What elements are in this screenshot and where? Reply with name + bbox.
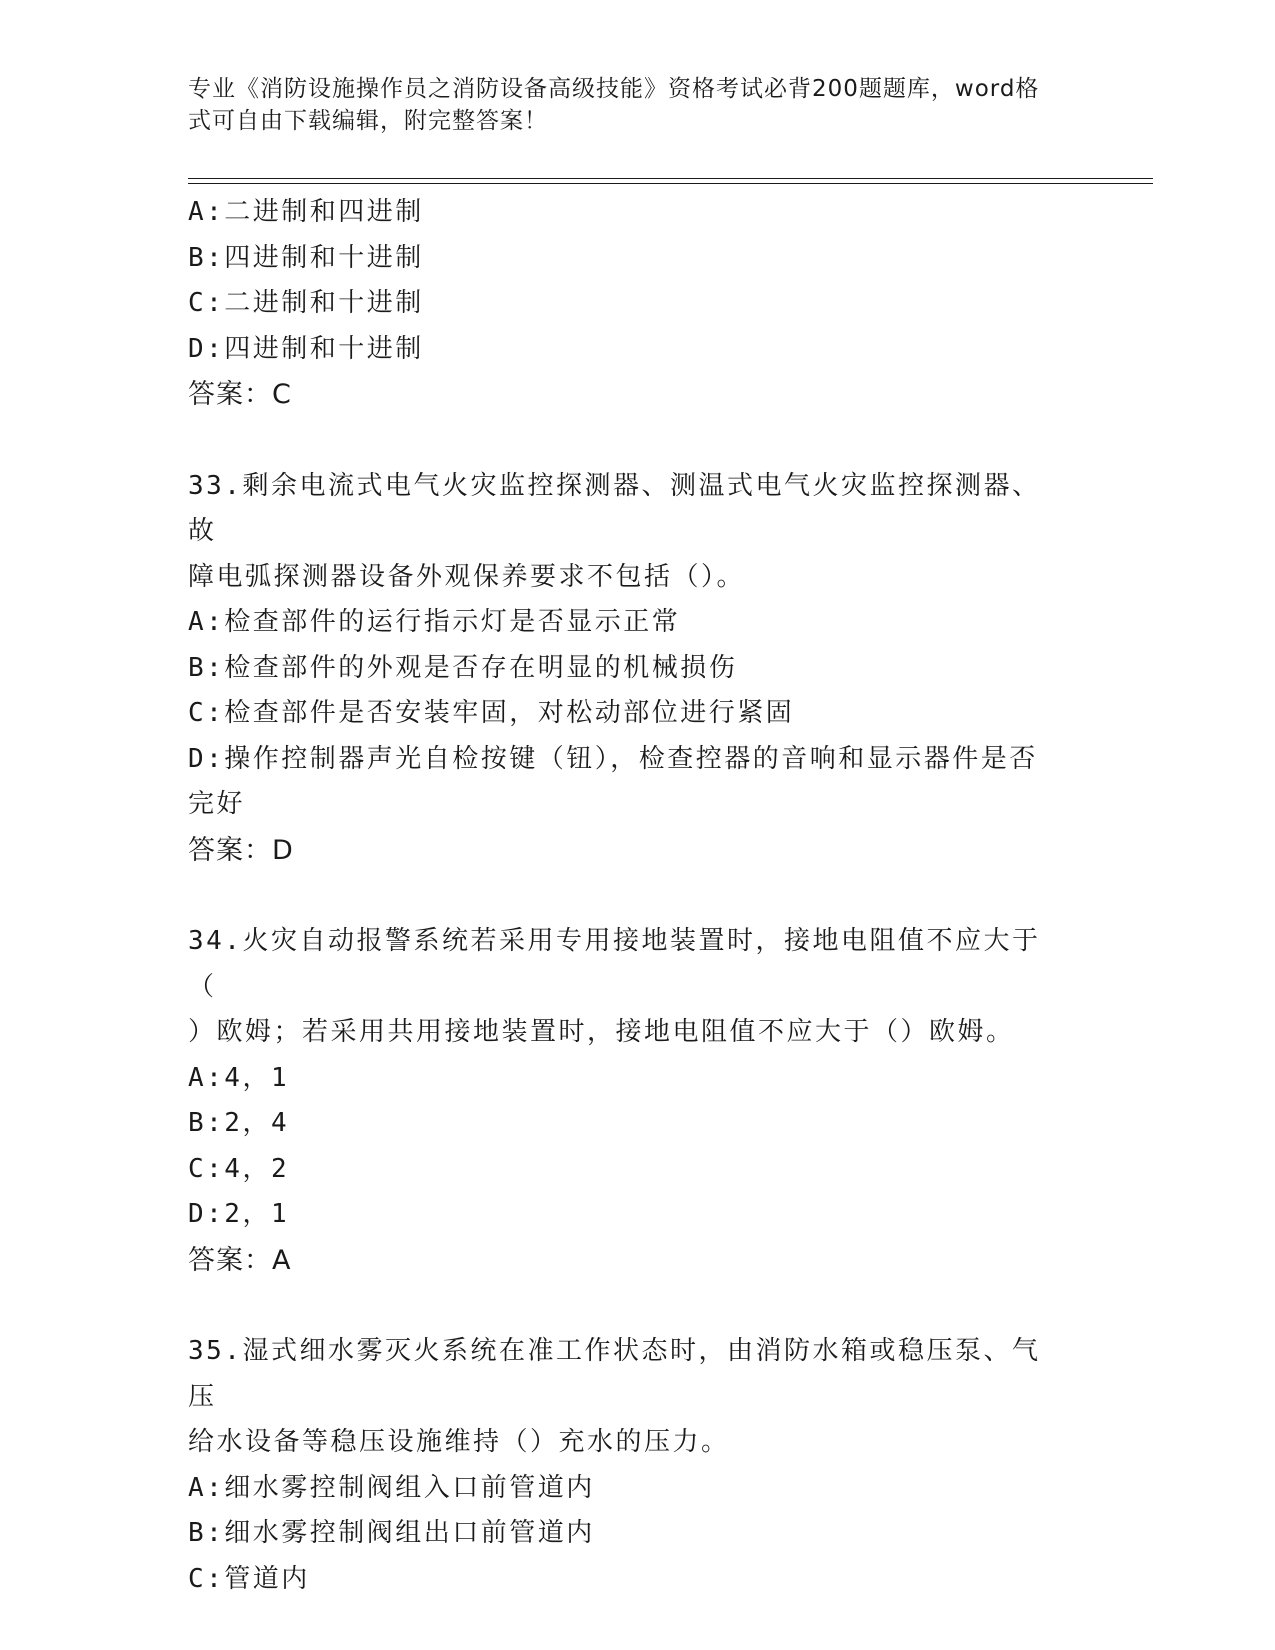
option-c: C:检查部件是否安装牢固，对松动部位进行紧固 <box>188 698 795 728</box>
option-d: D:2，1 <box>188 1199 290 1229</box>
option-a: A:4，1 <box>188 1062 290 1093</box>
option-b: B:检查部件的外观是否存在明显的机械损伤 <box>188 652 738 683</box>
question-stem-line-1: 35.湿式细水雾灭火系统在准工作状态时，由消防水箱或稳压泵、气压 <box>188 1336 1041 1412</box>
option-a: A:细水雾控制阀组入口前管道内 <box>188 1472 595 1503</box>
question-list <box>188 190 1068 1602</box>
option-b: B:2，4 <box>188 1108 290 1138</box>
question-stem-line-2: 障电弧探测器设备外观保养要求不包括（）。 <box>188 561 746 592</box>
header-divider-top <box>188 178 1153 179</box>
question-34 <box>188 919 1068 1283</box>
question-stem-line-1: 33.剩余电流式电气火灾监控探测器、测温式电气火灾监控探测器、故 <box>188 470 1041 546</box>
header-divider-bottom <box>188 183 1153 184</box>
question-33 <box>188 464 1068 874</box>
option-b: B:四进制和十进制 <box>188 242 424 273</box>
header-line-2: 式可自由下载编辑，附完整答案！ <box>188 108 548 134</box>
header-line-1: 专业《消防设施操作员之消防设备高级技能》资格考试必背200题题库，word格 <box>188 76 1040 102</box>
option-c: C:二进制和十进制 <box>188 288 424 318</box>
option-d: D:四进制和十进制 <box>188 333 424 364</box>
option-a: A:二进制和四进制 <box>188 197 424 227</box>
option-d-line-2: 完好 <box>188 789 246 819</box>
option-a: A:检查部件的运行指示灯是否显示正常 <box>188 607 681 637</box>
question-stem-line-2: 给水设备等稳压设施维持（）充水的压力。 <box>188 1427 730 1457</box>
answer-line: 答案：A <box>188 1244 292 1276</box>
answer-line: 答案：C <box>188 379 292 410</box>
option-c: C:4，2 <box>188 1153 290 1184</box>
question-32-tail <box>188 190 1068 418</box>
question-spacer <box>188 1283 1068 1329</box>
option-d-line-1: D:操作控制器声光自检按键（钮），检查控器的音响和显示器件是否 <box>188 743 1038 774</box>
question-spacer <box>188 418 1068 464</box>
question-stem-line-2: ）欧姆；若采用共用接地装置时，接地电阻值不应大于（）欧姆。 <box>188 1017 1015 1047</box>
option-c: C:管道内 <box>188 1563 310 1594</box>
question-35 <box>188 1329 1068 1602</box>
option-b: B:细水雾控制阀组出口前管道内 <box>188 1518 595 1548</box>
question-spacer <box>188 873 1068 919</box>
answer-line: 答案：D <box>188 834 294 866</box>
question-stem-line-1: 34.火灾自动报警系统若采用专用接地装置时，接地电阻值不应大于（ <box>188 926 1041 1002</box>
document-header <box>188 73 1068 137</box>
